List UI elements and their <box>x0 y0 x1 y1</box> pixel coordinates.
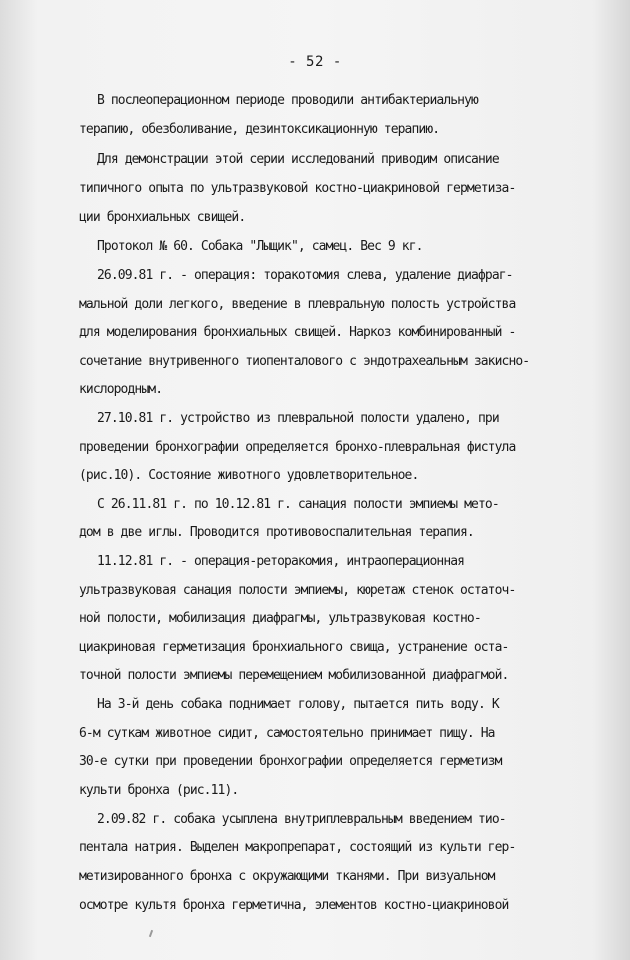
scan-mark <box>149 930 153 937</box>
text-line: типичного опыта по ультразвуковой костно-циакриновой герметиза- <box>79 181 516 196</box>
text-line: 2.09.82 г. собака усыплена внутриплевральным введением тио- <box>97 812 506 827</box>
text-line: Протокол № 60. Собака "Лыщик", самец. Вес 9 кг. <box>97 239 423 254</box>
text-line: дом в две иглы. Проводится противовоспалительная терапия. <box>79 525 474 540</box>
text-line: циакриновая герметизация бронхиального свища, устранение оста- <box>79 640 509 655</box>
text-line: ультразвуковая санация полости эмпиемы, кюретаж стенок остаточ- <box>79 583 516 598</box>
text-line: 27.10.81 г. устройство из плевральной полости удалено, при <box>97 411 499 426</box>
text-line: 26.09.81 г. - операция: торакотомия слева, удаление диафраг- <box>97 268 513 283</box>
text-line: 11.12.81 г. - операция-реторакомия, интраоперационная <box>97 554 465 569</box>
text-line: ции бронхиальных свищей. <box>79 210 246 225</box>
text-line: кислородным. <box>79 382 163 397</box>
text-line: пентала натрия. Выделен макропрепарат, состоящий из культи гер- <box>79 840 516 855</box>
text-line: На 3-й день собака поднимает голову, пытается пить воду. К <box>97 697 499 712</box>
text-line: В послеоперационном периоде проводили антибактериальную <box>97 93 478 108</box>
text-line: С 26.11.81 г. по 10.12.81 г. санация полости эмпиемы мето- <box>97 497 499 512</box>
text-line: точной полости эмпиемы перемещением мобилизованной диафрагмой. <box>79 668 509 683</box>
text-line: Для демонстрации этой серии исследований приводим описание <box>97 152 499 167</box>
text-line: осмотре культя бронха герметична, элементов костно-циакриновой <box>79 898 509 913</box>
text-line: метизированного бронха с окружающими тканями. При визуальном <box>79 869 495 884</box>
text-line: сочетание внутривенного тиопенталового с эндотрахеальным закисно- <box>79 354 530 369</box>
text-line: 6-м суткам животное сидит, самостоятельно принимает пищу. На <box>79 726 495 741</box>
text-line: терапию, обезболивание, дезинтоксикационную терапию. <box>79 122 440 137</box>
text-line: 30-е сутки при проведении бронхографии определяется герметизм <box>79 754 502 769</box>
text-line: культи бронха (рис.11). <box>79 783 239 798</box>
page-number: - 52 - <box>288 54 342 70</box>
text-line: проведении бронхографии определяется бронхо-плевральная фистула <box>79 440 516 455</box>
text-line: для моделирования бронхиальных свищей. Наркоз комбинированный - <box>79 325 516 340</box>
text-line: мальной доли легкого, введение в плевральную полость устройства <box>79 297 516 312</box>
text-line: ной полости, мобилизация диафрагмы, ультразвуковая костно- <box>79 611 481 626</box>
text-line: (рис.10). Состояние животного удовлетворительное. <box>79 468 419 483</box>
